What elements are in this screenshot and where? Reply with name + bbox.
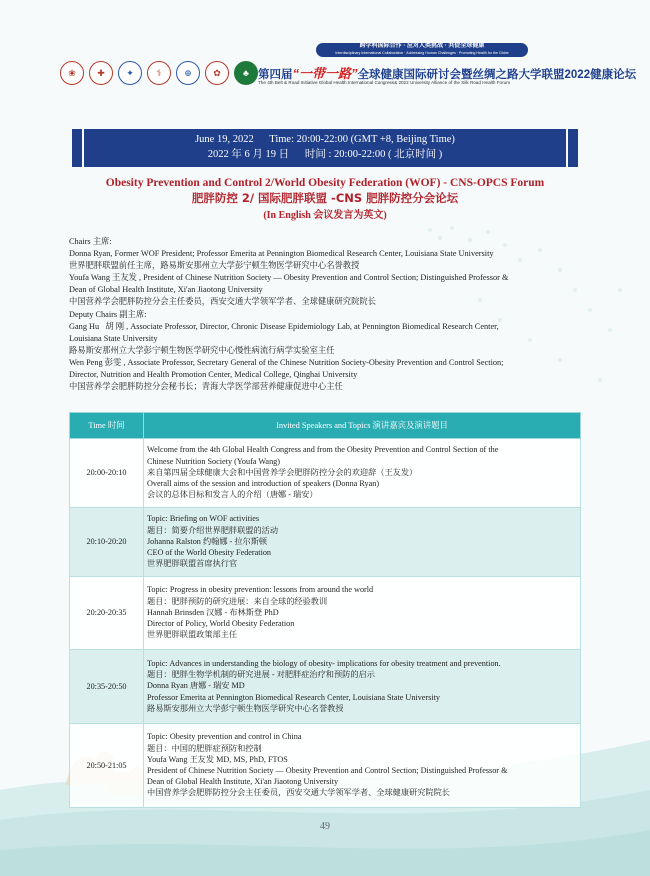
col-time-header: Time 时间 — [70, 413, 144, 439]
logo-3-emblem: ✦ — [118, 61, 142, 85]
chairs-line: 路易斯安那州立大学彭宁顿生物医学研究中心慢性病流行病学实验室主任 — [69, 345, 335, 355]
topic-line: 题目：肥胖预防的研究进展：来自全球的经验教训 — [147, 596, 328, 606]
row-topic — [144, 724, 581, 808]
topic-line: Donna Ryan 唐娜 - 瑞安 MD — [147, 681, 245, 691]
table-row — [70, 650, 581, 724]
row-topic — [144, 439, 581, 508]
chairs-line: Chairs 主席: — [69, 237, 112, 246]
logo-4-emblem: ⚕ — [147, 61, 171, 85]
date-bar — [72, 129, 578, 167]
topic-line: 题目：中国的肥胖症预防和控制 — [147, 743, 262, 753]
congress-title-pre: 第四届 — [258, 69, 293, 81]
table-row — [70, 439, 581, 508]
table-row — [70, 724, 581, 808]
topic-line: Director of Policy, World Obesity Federation — [147, 619, 295, 629]
topic-line: Topic: Advances in understanding the biology of obesity- implications for obesity treatment and prevention. — [147, 658, 501, 668]
table-row — [70, 577, 581, 650]
topic-line: CEO of the World Obesity Federation — [147, 548, 272, 558]
chairs-line: 中国营养学会肥胖防控分会主任委员，西安交通大学领军学者、全球健康研究院院长 — [69, 297, 376, 307]
page-number: 49 — [320, 821, 330, 832]
logo-7-emblem: ♣ — [234, 61, 258, 85]
banner-line-2: Interdisciplinary International Collaboration · Addressing Human Challenges · Promoting Health for the Globe — [335, 51, 509, 55]
topic-line: 题目：简要介绍世界肥胖联盟的活动 — [147, 525, 279, 535]
topic-line: 会议的总体目标和发言人的介绍（唐娜 - 瑞安） — [147, 490, 318, 500]
chairs-line: Wen Peng 彭雯 , Associate Professor, Secretary General of the Chinese Nutrition Society-Obesity Prevention and Control Section; — [69, 357, 504, 367]
logo-6-emblem: ✿ — [205, 61, 229, 85]
row-time: 20:50-21:05 — [70, 724, 144, 808]
col-topic-header: Invited Speakers and Topics 演讲嘉宾及演讲题目 — [144, 413, 581, 439]
topic-line: Hannah Brinsden 汉娜 - 布林斯登 PhD — [147, 607, 279, 617]
topic-line: Topic: Progress in obesity prevention: lessons from around the world — [147, 585, 374, 595]
topic-line: 世界肥胖联盟政策部主任 — [147, 630, 238, 640]
forum-language-note: (In English 会议发言为英文) — [263, 210, 387, 221]
topic-line: Overall aims of the session and introduction of speakers (Donna Ryan) — [147, 479, 380, 489]
chairs-line: 世界肥胖联盟前任主席，路易斯安那州立大学彭宁顿生物医学研究中心名誉教授 — [69, 261, 360, 271]
banner-line-1: 跨学科国际合作 · 应对人类挑战 · 共促全球健康 — [359, 43, 485, 49]
row-topic — [144, 650, 581, 724]
logo-2-emblem: ✚ — [89, 61, 113, 85]
date-line-en: June 19, 2022 Time: 20:00-22:00 (GMT +8, Beijing Time) — [195, 134, 455, 145]
topic-line: President of Chinese Nutrition Society — Obesity Prevention and Control Section; Distinguished Professor & — [147, 766, 508, 775]
agenda-table — [69, 412, 581, 808]
row-time: 20:00-20:10 — [70, 439, 144, 508]
chairs-section — [69, 236, 584, 393]
congress-title-mark: “一带一路” — [292, 66, 358, 81]
row-time: 20:10-20:20 — [70, 508, 144, 577]
topic-line: 中国营养学会肥胖防控分会主任委员，西安交通大学领军学者、全球健康研究院院长 — [147, 788, 450, 798]
row-topic — [144, 508, 581, 577]
topic-line: Topic: Briefing on WOF activities — [147, 514, 260, 524]
topic-line: 题目：肥胖生物学机制的研究进展 - 对肥胖症治疗和预防的启示 — [147, 670, 375, 680]
forum-heading — [60, 176, 590, 226]
logo-1-emblem: ❀ — [60, 61, 84, 85]
header-banner — [316, 43, 528, 57]
chairs-line: Louisiana State University — [69, 333, 158, 343]
congress-subtitle: The 4th Belt & Road Initiative Global Health International Congress& 2022 University Alliance of the Silk Road Health Forum — [258, 80, 511, 85]
partner-logos — [60, 60, 258, 86]
topic-line: Chinese Nutrition Society (Youfa Wang) — [147, 456, 280, 466]
topic-line: 路易斯安那州立大学彭宁顿生物医学研究中心名誉教授 — [147, 703, 344, 713]
logo-5-emblem: ⊕ — [176, 61, 200, 85]
chairs-line: Youfa Wang 王友发 , President of Chinese Nutrition Society — Obesity Prevention and Control Section; Distinguished Professor & — [69, 273, 509, 283]
topic-line: Welcome from the 4th Global Health Congress and from the Obesity Prevention and Control Section of the — [147, 445, 499, 455]
forum-title-cn: 肥胖防控 2/ 国际肥胖联盟 -CNS 肥胖防控分会论坛 — [191, 191, 459, 205]
row-time: 20:20-20:35 — [70, 577, 144, 650]
chairs-line: 中国营养学会肥胖防控分会秘书长；青海大学医学部营养健康促进中心主任 — [69, 382, 343, 392]
row-topic — [144, 577, 581, 650]
row-time: 20:35-20:50 — [70, 650, 144, 724]
topic-line: Topic: Obesity prevention and control in China — [147, 732, 302, 742]
table-row — [70, 508, 581, 577]
chairs-line: Deputy Chairs 副主席: — [69, 309, 147, 319]
chairs-line: Donna Ryan, Former WOF President; Professor Emerita at Pennington Biomedical Research Center, Louisiana State University — [69, 249, 494, 259]
date-line-cn: 2022 年 6 月 19 日 时间 : 20:00-22:00 ( 北京时间 ) — [207, 149, 443, 160]
forum-title-en: Obesity Prevention and Control 2/World Obesity Federation (WOF) - CNS-OPCS Forum — [105, 177, 545, 189]
chairs-line: Dean of Global Health Institute, Xi'an Jiaotong University — [69, 285, 263, 295]
topic-line: Youfa Wang 王友发 MD, MS, PhD, FTOS — [147, 754, 288, 764]
topic-line: Johanna Ralston 约翰娜 - 拉尔斯顿 — [147, 536, 268, 546]
chairs-line: Gang Hu 胡 刚 , Associate Professor, Director, Chronic Disease Epidemiology Lab, at Pennington Biomedical Research Center, — [69, 321, 499, 331]
topic-line: 世界肥胖联盟首席执行官 — [147, 559, 238, 569]
chairs-line: Director, Nutrition and Health Promotion Center, Medical College, Qinghai University — [69, 370, 358, 380]
topic-line: Dean of Global Health Institute, Xi'an Jiaotong University — [147, 777, 339, 787]
agenda-header-row — [70, 413, 581, 439]
topic-line: Professor Emerita at Pennington Biomedical Research Center, Louisiana State University — [147, 692, 440, 702]
congress-title-post: 全球健康国际研讨会暨丝绸之路大学联盟2022健康论坛 — [357, 69, 637, 81]
topic-line: 来自第四届全球健康大会和中国营养学会肥胖防控分会的欢迎辞（王友发） — [147, 467, 418, 477]
